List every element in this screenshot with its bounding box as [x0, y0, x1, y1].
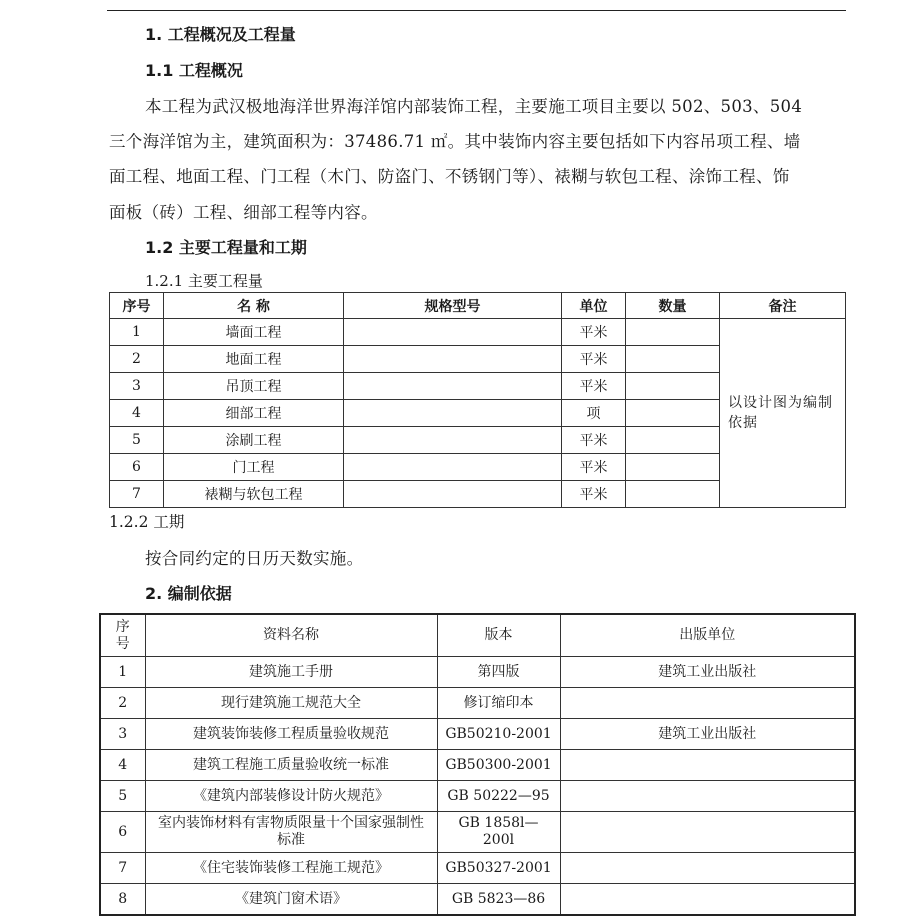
table-cell: 地面工程	[164, 346, 344, 373]
table-cell: 建筑工程施工质量验收统一标准	[145, 750, 437, 781]
table-cell: 第四版	[437, 657, 560, 688]
table-row	[100, 884, 855, 916]
table-cell: 建筑工业出版社	[560, 657, 855, 688]
header-cell: 单位	[562, 293, 626, 319]
table-cell: GB50300-2001	[437, 750, 560, 781]
table-row	[100, 812, 855, 853]
table-cell	[626, 319, 720, 346]
table-row	[100, 781, 855, 812]
table-cell: 裱糊与软包工程	[164, 481, 344, 508]
table-cell: 8	[100, 884, 145, 916]
table-row	[100, 750, 855, 781]
table-cell: GB 1858l—200l	[437, 812, 560, 853]
table-cell: GB50327-2001	[437, 853, 560, 884]
table-header-row	[100, 614, 855, 657]
table-cell: 门工程	[164, 454, 344, 481]
header-cell: 名 称	[164, 293, 344, 319]
table-row	[100, 719, 855, 750]
table-cell: 建筑工业出版社	[560, 719, 855, 750]
section-1-1-title: 1.1 工程概况	[145, 61, 243, 80]
table-cell: 5	[110, 427, 164, 454]
table-cell	[560, 750, 855, 781]
header-cell: 序号	[110, 293, 164, 319]
section-1-title: 1. 工程概况及工程量	[145, 25, 296, 44]
table-cell: 平米	[562, 454, 626, 481]
header-cell: 规格型号	[344, 293, 562, 319]
table-cell: 《建筑内部装修设计防火规范》	[145, 781, 437, 812]
table-cell: GB 50222—95	[437, 781, 560, 812]
quantity-table	[109, 292, 846, 508]
table-cell: 项	[562, 400, 626, 427]
header-cell: 序号	[100, 614, 145, 657]
table-cell: 修订缩印本	[437, 688, 560, 719]
header-cell: 数量	[626, 293, 720, 319]
table-header-row	[110, 293, 846, 319]
table-row	[100, 657, 855, 688]
table-cell: 平米	[562, 346, 626, 373]
table-cell: 《住宅装饰装修工程施工规范》	[145, 853, 437, 884]
header-cell: 版本	[437, 614, 560, 657]
section-1-2-1-title: 1.2.1 主要工程量	[145, 272, 263, 290]
table-row	[110, 319, 846, 346]
paragraph-line: 面板（砖）工程、细部工程等内容。	[109, 203, 378, 222]
table-cell: 平米	[562, 373, 626, 400]
table-cell: 墙面工程	[164, 319, 344, 346]
table-cell: GB50210-2001	[437, 719, 560, 750]
table-cell: 室内装饰材料有害物质限量十个国家强制性标准	[145, 812, 437, 853]
table-cell: 5	[100, 781, 145, 812]
header-cell: 出版单位	[560, 614, 855, 657]
paragraph-line: 本工程为武汉极地海洋世界海洋馆内部装饰工程，主要施工项目主要以 502、503、504	[145, 97, 803, 116]
table-cell: 平米	[562, 427, 626, 454]
section-2-title: 2. 编制依据	[145, 584, 232, 603]
table-cell	[626, 427, 720, 454]
table-cell: 现行建筑施工规范大全	[145, 688, 437, 719]
table-cell: 7	[100, 853, 145, 884]
table-cell: 3	[110, 373, 164, 400]
section-1-2-2-title: 1.2.2 工期	[109, 513, 185, 531]
table-cell: 3	[100, 719, 145, 750]
table-cell	[626, 400, 720, 427]
table-cell: 吊顶工程	[164, 373, 344, 400]
table-cell: 建筑施工手册	[145, 657, 437, 688]
table-cell: 建筑装饰装修工程质量验收规范	[145, 719, 437, 750]
table-cell	[626, 481, 720, 508]
table-cell: 细部工程	[164, 400, 344, 427]
table-cell: 1	[100, 657, 145, 688]
table-cell	[626, 373, 720, 400]
header-cell: 备注	[720, 293, 846, 319]
table-cell: 7	[110, 481, 164, 508]
paragraph-line: 三个海洋馆为主，建筑面积为：37486.71 ㎡。其中装饰内容主要包括如下内容吊项工程、墙	[109, 132, 801, 151]
table-cell: 《建筑门窗术语》	[145, 884, 437, 916]
table-cell: GB 5823—86	[437, 884, 560, 916]
table-cell: 6	[110, 454, 164, 481]
table-cell	[344, 400, 562, 427]
table-cell	[344, 346, 562, 373]
table-cell	[560, 812, 855, 853]
table-cell	[344, 427, 562, 454]
table-cell: 平米	[562, 481, 626, 508]
table-cell: 4	[110, 400, 164, 427]
table-cell	[344, 319, 562, 346]
table-cell	[344, 373, 562, 400]
table-cell	[626, 346, 720, 373]
table-cell	[560, 853, 855, 884]
table-cell	[626, 454, 720, 481]
table-cell: 6	[100, 812, 145, 853]
table-cell: 2	[100, 688, 145, 719]
remarks-cell: 以设计图为编制依据	[720, 319, 846, 508]
table-cell	[344, 454, 562, 481]
table-cell	[560, 781, 855, 812]
period-text: 按合同约定的日历天数实施。	[145, 549, 364, 568]
table-cell	[344, 481, 562, 508]
table-row	[100, 853, 855, 884]
header-rule	[107, 10, 846, 11]
table-cell: 4	[100, 750, 145, 781]
section-1-2-title: 1.2 主要工程量和工期	[145, 238, 307, 257]
table-cell: 1	[110, 319, 164, 346]
paragraph-line: 面工程、地面工程、门工程（木门、防盗门、不锈钢门等）、裱糊与软包工程、涂饰工程、饰	[109, 167, 790, 186]
table-cell: 平米	[562, 319, 626, 346]
table-cell: 2	[110, 346, 164, 373]
table-cell	[560, 688, 855, 719]
header-cell: 资料名称	[145, 614, 437, 657]
table-row	[100, 688, 855, 719]
basis-table	[99, 613, 856, 916]
table-cell	[560, 884, 855, 916]
table-cell: 涂刷工程	[164, 427, 344, 454]
